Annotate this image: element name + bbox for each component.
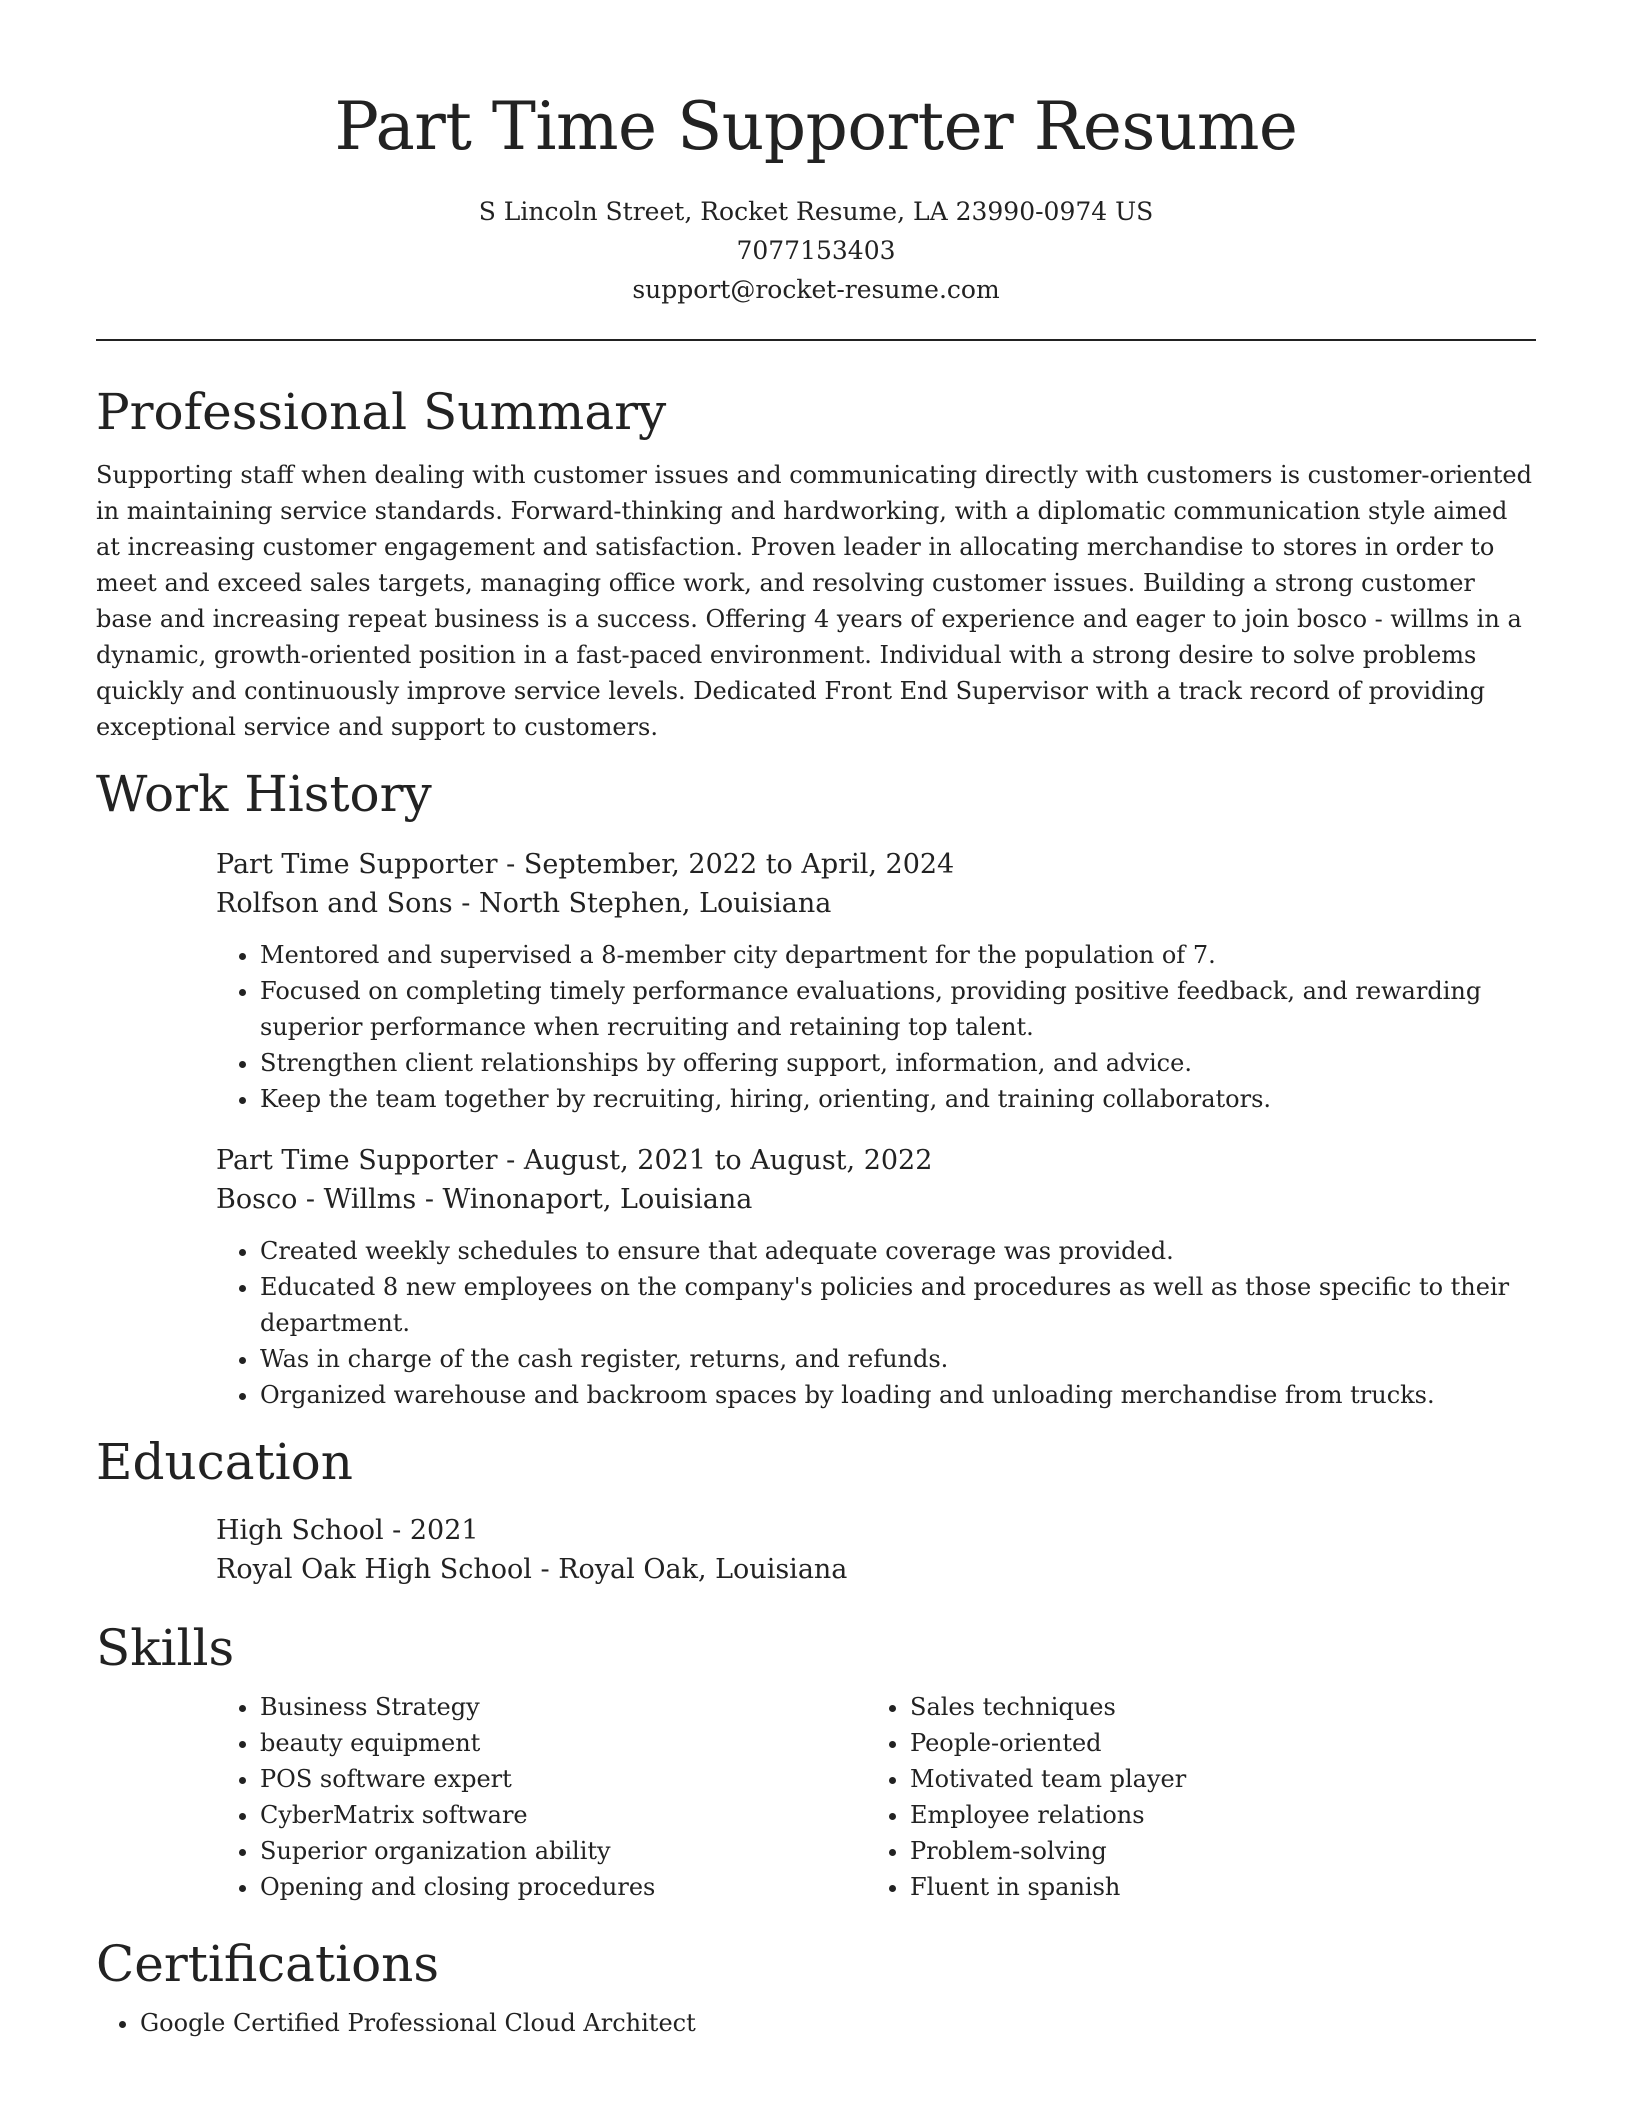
education-heading: Education	[96, 1433, 353, 1491]
certification-item: • Google Certified Professional Cloud Architect	[140, 2005, 1536, 2041]
job-duty: • Created weekly schedules to ensure that adequate coverage was provided.	[260, 1233, 1536, 1269]
job-duty: • Was in charge of the cash register, returns, and refunds.	[260, 1341, 1536, 1377]
skills-heading: Skills	[96, 1619, 235, 1677]
skills-list-right	[866, 1689, 1516, 1905]
skill-item: • Employee relations	[910, 1797, 1516, 1833]
work-history-heading: Work History	[96, 765, 432, 823]
school-location: - Royal Oak, Louisiana	[531, 1554, 848, 1585]
job-entry	[216, 1141, 1536, 1413]
job-location: - North Stephen, Louisiana	[452, 888, 832, 919]
certifications-section	[96, 1931, 1536, 2041]
email: support@rocket-resume.com	[632, 275, 1000, 304]
education-section	[96, 1429, 1536, 1589]
summary-text: Supporting staff when dealing with customer issues and communicating directly with customers is customer-oriented in maintaining service standards. Forward-thinking and hardworking, with a diplomatic communication style aimed at increasing customer engagement and satisfaction. Proven leader in allocating merchandise to stores in order to meet and exceed sales targets, managing office work, and resolving customer issues. Building a strong customer base and increasing repeat business is a success. Offering 4 years of experience and eager to join bosco - willms in a dynamic, growth-oriented position in a fast-paced environment. Individual with a strong desire to solve problems quickly and continuously improve service levels. Dedicated Front End Supervisor with a track record of providing exceptional service and support to customers.	[96, 461, 1532, 741]
graduation-year: - 2021	[383, 1515, 479, 1546]
skills-columns	[216, 1689, 1536, 1905]
resume-header	[96, 0, 1536, 309]
job-duty: • Educated 8 new employees on the company's policies and procedures as well as those specific to their department.	[260, 1269, 1536, 1341]
job-company-line	[216, 1180, 1536, 1219]
resume-page	[96, 0, 1536, 2041]
degree-line	[216, 1511, 1536, 1550]
job-duties	[216, 937, 1536, 1117]
job-dates: - September, 2022 to April, 2024	[497, 849, 955, 880]
education-entry	[216, 1511, 1536, 1589]
job-entry	[216, 845, 1536, 1117]
job-duty: • Mentored and supervised a 8-member city department for the population of 7.	[260, 937, 1536, 973]
job-duty: • Focused on completing timely performance evaluations, providing positive feedback, and rewarding superior performance when recruiting and retaining top talent.	[260, 973, 1536, 1045]
skill-item: • Opening and closing procedures	[260, 1869, 866, 1905]
job-dates: - August, 2021 to August, 2022	[497, 1145, 933, 1176]
skill-item: • People-oriented	[910, 1725, 1516, 1761]
skill-item: • Sales techniques	[910, 1689, 1516, 1725]
skill-item: • CyberMatrix software	[260, 1797, 866, 1833]
certifications-heading: Certifications	[96, 1935, 440, 1993]
job-duty: • Strengthen client relationships by offering support, information, and advice.	[260, 1045, 1536, 1081]
skill-item: • Fluent in spanish	[910, 1869, 1516, 1905]
job-title-line	[216, 1141, 1536, 1180]
summary-heading: Professional Summary	[96, 383, 667, 441]
job-company-line	[216, 884, 1536, 923]
summary-section	[96, 379, 1536, 745]
degree: High School	[216, 1515, 384, 1546]
contact-block	[96, 192, 1536, 309]
job-duty: • Organized warehouse and backroom spaces by loading and unloading merchandise from trucks.	[260, 1377, 1536, 1413]
job-title-line	[216, 845, 1536, 884]
job-location: - Winonaport, Louisiana	[416, 1184, 753, 1215]
skill-item: • Business Strategy	[260, 1689, 866, 1725]
skill-item: • Problem-solving	[910, 1833, 1516, 1869]
resume-title: Part Time Supporter Resume	[334, 88, 1298, 165]
job-company: Bosco - Willms	[216, 1184, 417, 1215]
work-history-section	[96, 761, 1536, 1413]
skill-item: • Motivated team player	[910, 1761, 1516, 1797]
job-role: Part Time Supporter	[216, 849, 498, 880]
skill-item: • beauty equipment	[260, 1725, 866, 1761]
job-company: Rolfson and Sons	[216, 888, 453, 919]
address: S Lincoln Street, Rocket Resume, LA 23990-0974 US	[478, 197, 1154, 226]
school-name: Royal Oak High School	[216, 1554, 532, 1585]
job-duties	[216, 1233, 1536, 1413]
job-duty: • Keep the team together by recruiting, hiring, orienting, and training collaborators.	[260, 1081, 1536, 1117]
skill-item: • Superior organization ability	[260, 1833, 866, 1869]
skill-item: • POS software expert	[260, 1761, 866, 1797]
skills-section	[96, 1615, 1536, 1905]
certifications-list	[96, 2005, 1536, 2041]
skills-list-left	[216, 1689, 866, 1905]
header-divider	[96, 339, 1536, 341]
school-line	[216, 1550, 1536, 1589]
phone: 7077153403	[736, 236, 896, 265]
job-role: Part Time Supporter	[216, 1145, 498, 1176]
